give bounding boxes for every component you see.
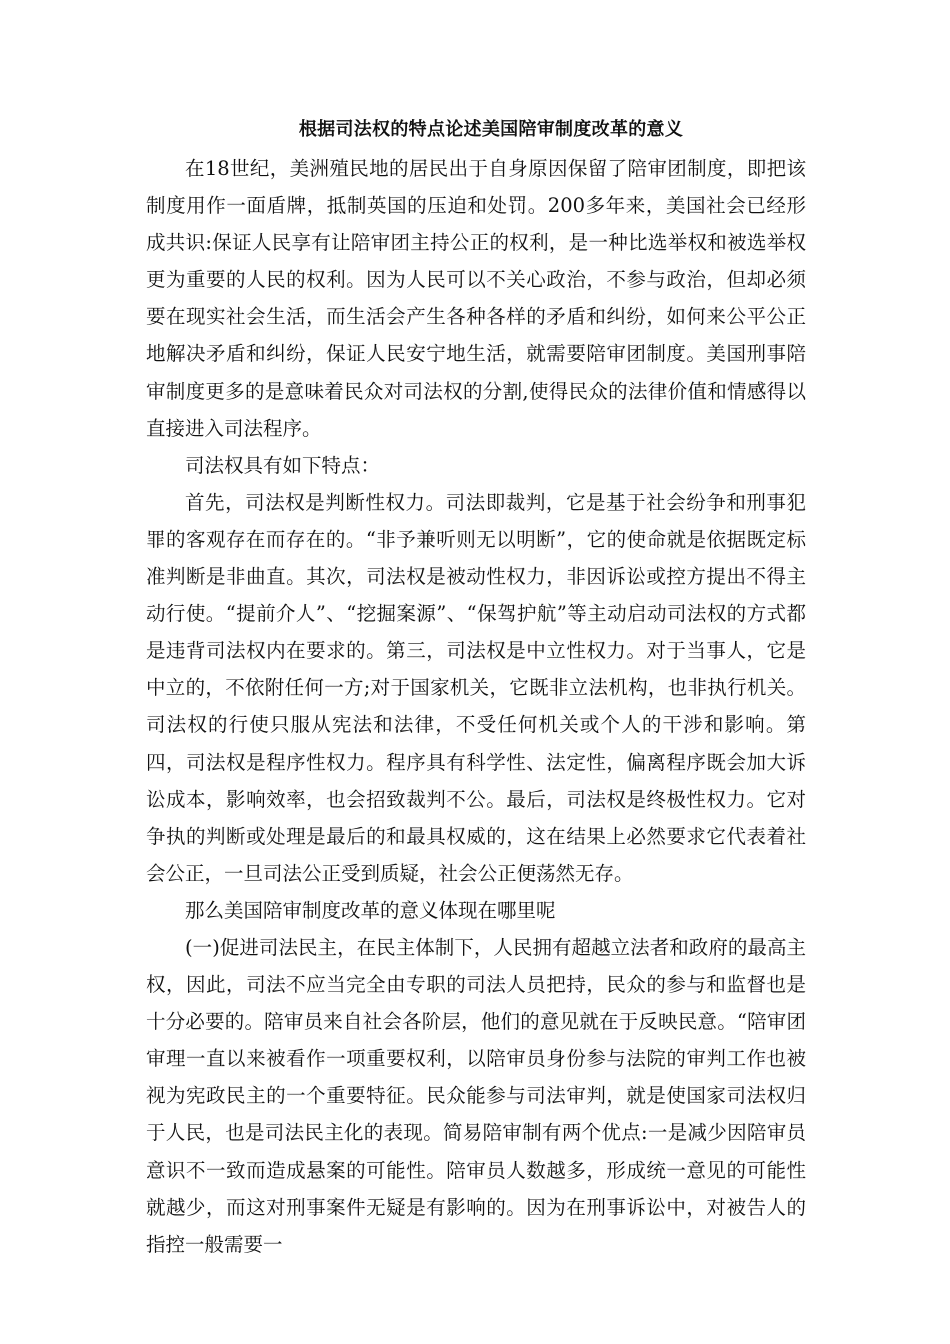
paragraph-judicial-democracy: (一)促进司法民主，在民主体制下，人民拥有超越立法者和政府的最高主权，因此，司法不应当完全由专职的司法人员把持，民众的参与和监督也是十分必要的。陪审员来自社会各阶层，他们的意见就在于反映民意。“陪审团审理一直以来被看作一项重要权利，以陪审员身份参与法院的审判工作也被视为宪政民主的一个重要特征。民众能参与司法审判，就是使国家司法权归于人民，也是司法民主化的表现。简易陪审制有两个优点:一是减少因陪审员意识不一致而造成悬案的可能性。陪审员人数越多，形成统一意见的可能性就越少，而这对刑事案件无疑是有影响的。因为在刑事诉讼中，对被告人的指控一般需要一: [146, 935, 806, 1256]
paragraph-features: 首先，司法权是判断性权力。司法即裁判，它是基于社会纷争和刑事犯罪的客观存在而存在的。“非予兼听则无以明断”，它的使命就是依据既定标准判断是非曲直。其次，司法权是被动性权力，非因诉讼或控方提出不得主动行使。“提前介人”、“挖掘案源”、“保驾护航”等主动启动司法权的方式都是违背司法权内在要求的。第三，司法权是中立性权力。对于当事人，它是中立的，不依附任何一方;对于国家机关，它既非立法机构，也非执行机关。司法权的行使只服从宪法和法律，不受任何机关或个人的干涉和影响。第四，司法权是程序性权力。程序具有科学性、法定性，偏离程序既会加大诉讼成本，影响效率，也会招致裁判不公。最后，司法权是终极性权力。它对争执的判断或处理是最后的和最具权威的，这在结果上必然要求它代表着社会公正，一旦司法公正受到质疑，社会公正便荡然无存。: [146, 490, 806, 885]
document-title: 根据司法权的特点论述美国陪审制度改革的意义: [298, 119, 684, 140]
paragraph-features-heading: 司法权具有如下特点：: [185, 453, 381, 477]
paragraph-significance-question: 那么美国陪审制度改革的意义体现在哪里呢: [185, 898, 556, 922]
document-body: [146, 116, 806, 1263]
paragraph-intro: 在18世纪，美洲殖民地的居民出于自身原因保留了陪审团制度，即把该制度用作一面盾牌，抵制英国的压迫和处罚。200多年来，美国社会已经形成共识:保证人民享有让陪审团主持公正的权利，是一种比选举权和被选举权更为重要的人民的权利。因为人民可以不关心政治，不参与政治，但却必须要在现实社会生活，而生活会产生各种各样的矛盾和纠纷，如何来公平公正地解决矛盾和纠纷，保证人民安宁地生活，就需要陪审团制度。美国刑事陪审制度更多的是意味着民众对司法权的分割,使得民众的法律价值和情感得以直接进入司法程序。: [146, 157, 806, 440]
